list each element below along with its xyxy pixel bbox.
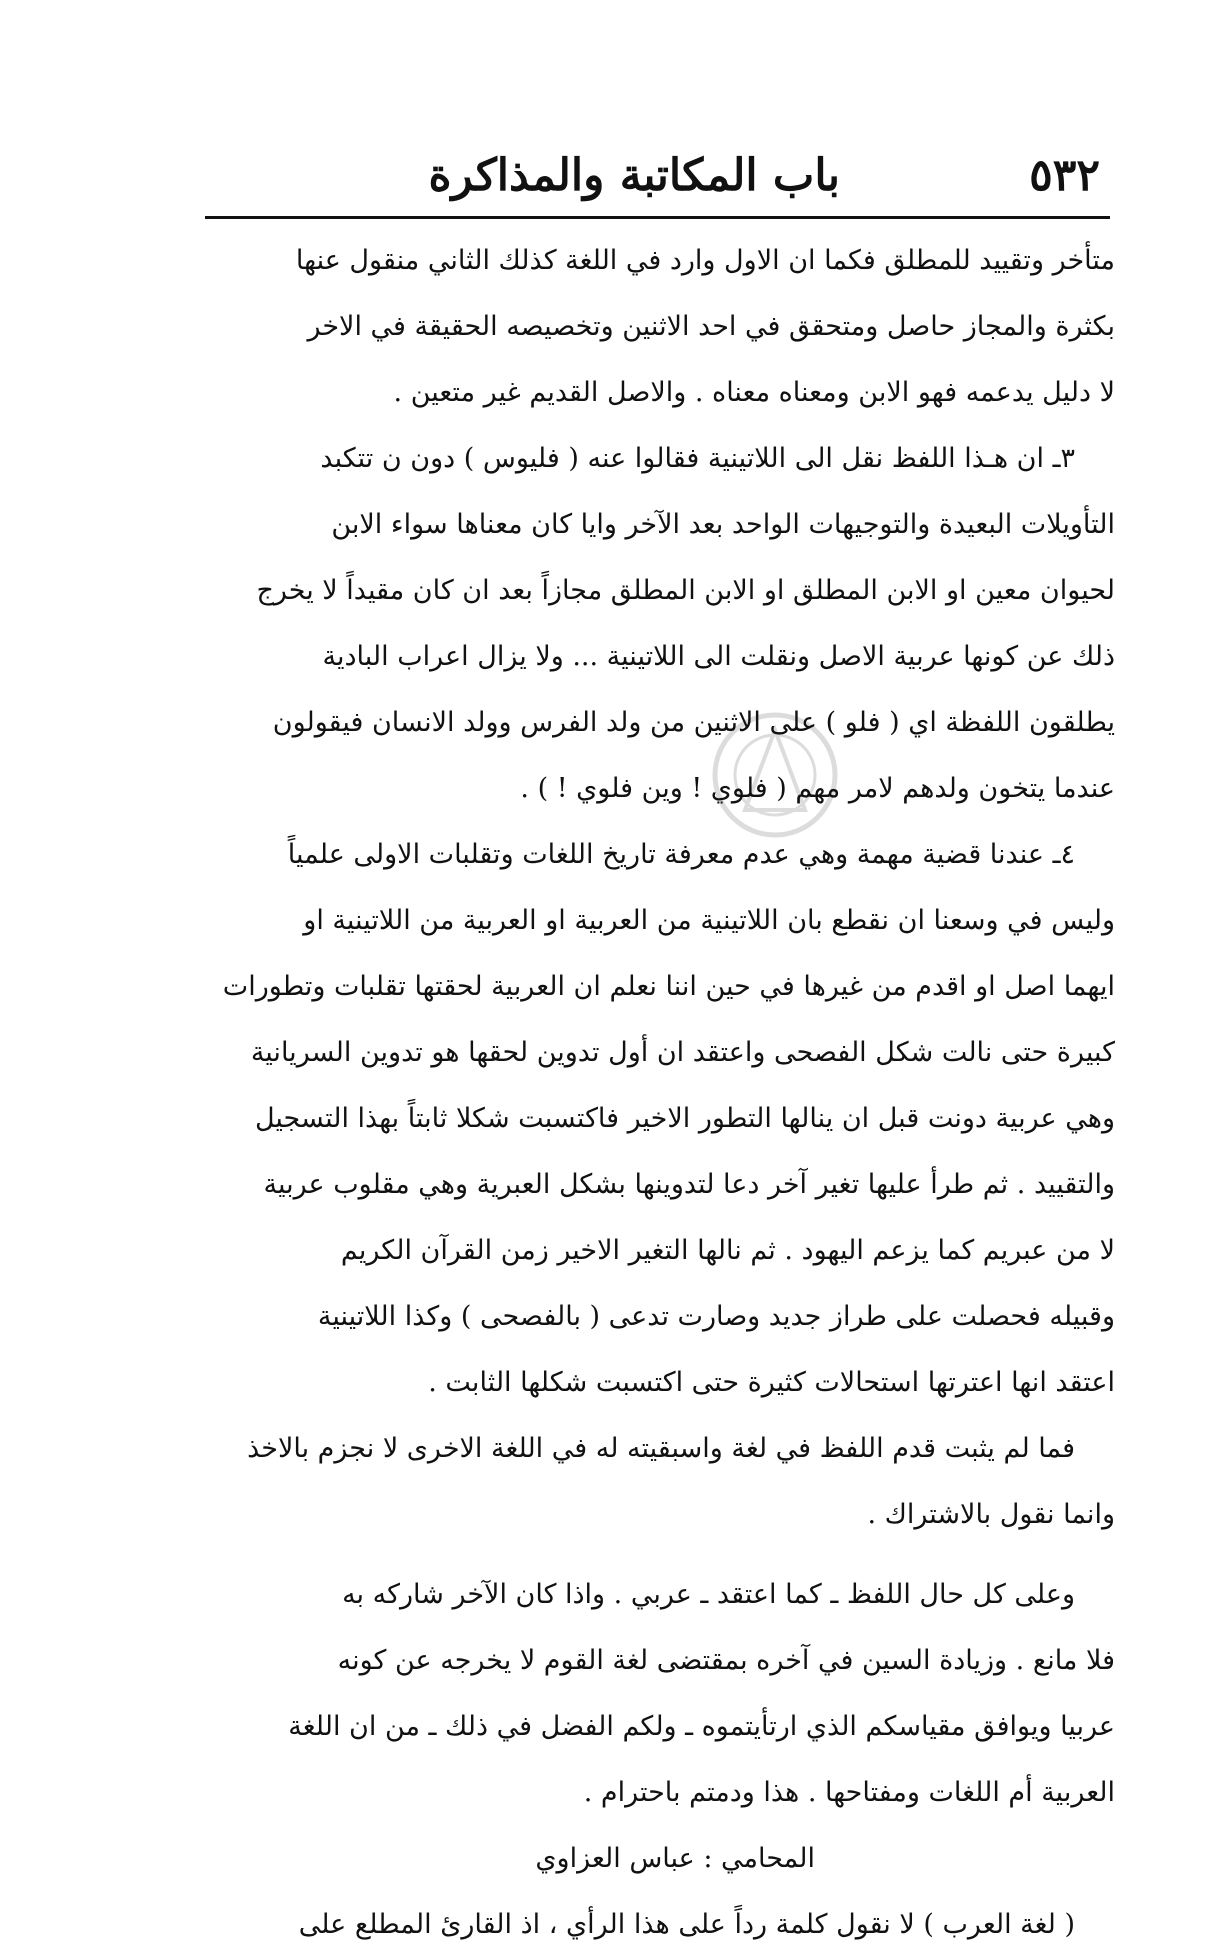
text-line: وليس في وسعنا ان نقطع بان اللاتينية من العربية او العربية من اللاتينية او	[303, 905, 1115, 936]
text-line: وانما نقول بالاشتراك .	[867, 1499, 1115, 1530]
text-line: وهي عربية دونت قبل ان ينالها التطور الاخير فاكتسبت شكلا ثابتاً بهذا التسجيل	[254, 1103, 1115, 1134]
text-line: متأخر وتقييد للمطلق فكما ان الاول وارد في اللغة كذلك الثاني منقول عنها	[295, 245, 1115, 276]
text-line: ايهما اصل او اقدم من غيرها في حين اننا نعلم ان العربية لحقتها تقلبات وتطورات	[222, 971, 1115, 1002]
text-line: عندما يتخون ولدهم لامر مهم ( فلوي ! وين فلوي ! ) .	[520, 773, 1115, 804]
editor-note: ( لغة العرب ) لا نقول كلمة رداً على هذا الرأي ، اذ القارئ المطلع على	[298, 1909, 1075, 1940]
text-line: فما لم يثبت قدم اللفظ في لغة واسبقيته له في اللغة الاخرى لا نجزم بالاخذ	[247, 1433, 1075, 1464]
text-line: وقبيله فحصلت على طراز جديد وصارت تدعى ( بالفصحى ) وكذا اللاتينية	[317, 1301, 1115, 1332]
page-number: ٥٣٢	[1029, 150, 1100, 201]
text-line: بكثرة والمجاز حاصل ومتحقق في احد الاثنين وتخصيصه الحقيقة في الاخر	[307, 311, 1115, 342]
text-line: ذلك عن كونها عربية الاصل ونقلت الى اللاتينية ... ولا يزال اعراب البادية	[322, 641, 1115, 672]
text-line: عربيا ويوافق مقياسكم الذي ارتأيتموه ـ ولكم الفضل في ذلك ـ من ان اللغة	[288, 1711, 1115, 1742]
text-line: اعتقد انها اعترتها استحالات كثيرة حتى اكتسبت شكلها الثابت .	[428, 1367, 1115, 1398]
text-line: وعلى كل حال اللفظ ـ كما اعتقد ـ عربي . واذا كان الآخر شاركه به	[342, 1579, 1075, 1610]
text-line: لا دليل يدعمه فهو الابن ومعناه معناه . والاصل القديم غير متعين .	[393, 377, 1115, 408]
text-line: فلا مانع . وزيادة السين في آخره بمقتضى لغة القوم لا يخرجه عن كونه	[337, 1645, 1115, 1676]
text-line: يطلقون اللفظة اي ( فلو ) على الاثنين من ولد الفرس وولد الانسان فيقولون	[272, 707, 1115, 738]
text-line: العربية أم اللغات ومفتاحها . هذا ودمتم باحترام .	[583, 1777, 1115, 1808]
text-line: والتقييد . ثم طرأ عليها تغير آخر دعا لتدوينها بشكل العبرية وهي مقلوب عربية	[263, 1169, 1115, 1200]
text-line: لحيوان معين او الابن المطلق او الابن المطلق مجازاً بعد ان كان مقيداً لا يخرج	[256, 575, 1115, 606]
text-line: لا من عبريم كما يزعم اليهود . ثم نالها التغير الاخير زمن القرآن الكريم	[340, 1235, 1115, 1266]
text-line: كبيرة حتى نالت شكل الفصحى واعتقد ان أول تدوين لحقها هو تدوين السريانية	[250, 1037, 1115, 1068]
text-line: التأويلات البعيدة والتوجيهات الواحد بعد الآخر وايا كان معناها سواء الابن	[331, 509, 1115, 540]
running-title: باب المكاتبة والمذاكرة	[428, 150, 840, 201]
page-header	[200, 150, 1100, 220]
text-line: ٤ـ عندنا قضية مهمة وهي عدم معرفة تاريخ اللغات وتقلبات الاولى علمياً	[287, 839, 1075, 870]
header-rule	[205, 216, 1110, 219]
text-line: ٣ـ ان هـذا اللفظ نقل الى اللاتينية فقالوا عنه ( فليوس ) دون ن تتكبد	[320, 443, 1075, 474]
author-signature: المحامي : عباس العزاوي	[535, 1843, 815, 1874]
body-text	[195, 228, 1115, 1958]
